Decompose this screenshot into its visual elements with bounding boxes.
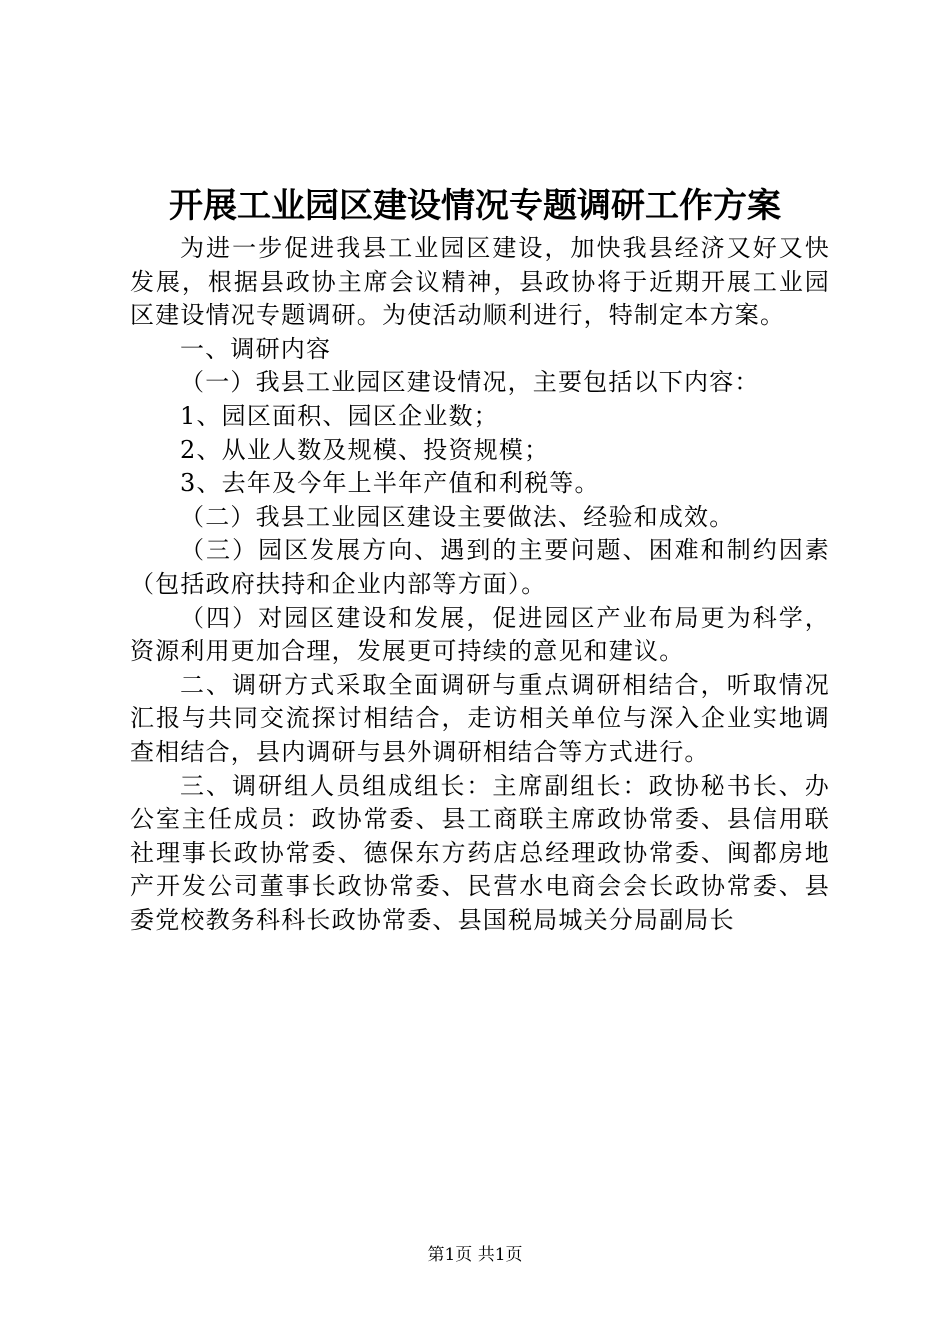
section-members: 三、调研组人员组成组长：主席副组长：政协秘书长、办公室主任成员：政协常委、县工商联主席政协常委、县信用联社理事长政协常委、德保东方药店总经理政协常委、闽都房地产开发公司董事长政协常委、民营水电商会会长政协常委、县委党校教务科科长政协常委、县国税局城关分局副局长 bbox=[130, 771, 830, 934]
document-title: 开展工业园区建设情况专题调研工作方案 bbox=[169, 186, 781, 226]
section-heading-content: 一、调研内容 bbox=[180, 334, 332, 363]
page-footer: 第1页 共1页 bbox=[427, 1245, 523, 1265]
list-item-1: 1、园区面积、园区企业数； bbox=[180, 401, 499, 430]
subsection-2: （二）我县工业园区建设主要做法、经验和成效。 bbox=[180, 502, 735, 531]
intro-paragraph: 为进一步促进我县工业园区建设，加快我县经济又好又快发展，根据县政协主席会议精神，县政协将于近期开展工业园区建设情况专题调研。为使活动顺利进行，特制定本方案。 bbox=[130, 234, 830, 330]
subsection-1: （一）我县工业园区建设情况，主要包括以下内容： bbox=[180, 368, 760, 397]
subsection-3: （三）园区发展方向、遇到的主要问题、困难和制约因素（包括政府扶持和企业内部等方面）。 bbox=[130, 536, 830, 598]
list-item-2: 2、从业人数及规模、投资规模； bbox=[180, 435, 550, 464]
document-body bbox=[130, 232, 830, 937]
subsection-4: （四）对园区建设和发展，促进园区产业布局更为科学，资源利用更加合理，发展更可持续的意见和建议。 bbox=[130, 603, 830, 666]
section-method: 二、调研方式采取全面调研与重点调研相结合，听取情况汇报与共同交流探讨相结合，走访相关单位与深入企业实地调查相结合，县内调研与县外调研相结合等方式进行。 bbox=[130, 670, 830, 766]
list-item-3: 3、去年及今年上半年产值和利税等。 bbox=[180, 469, 600, 498]
